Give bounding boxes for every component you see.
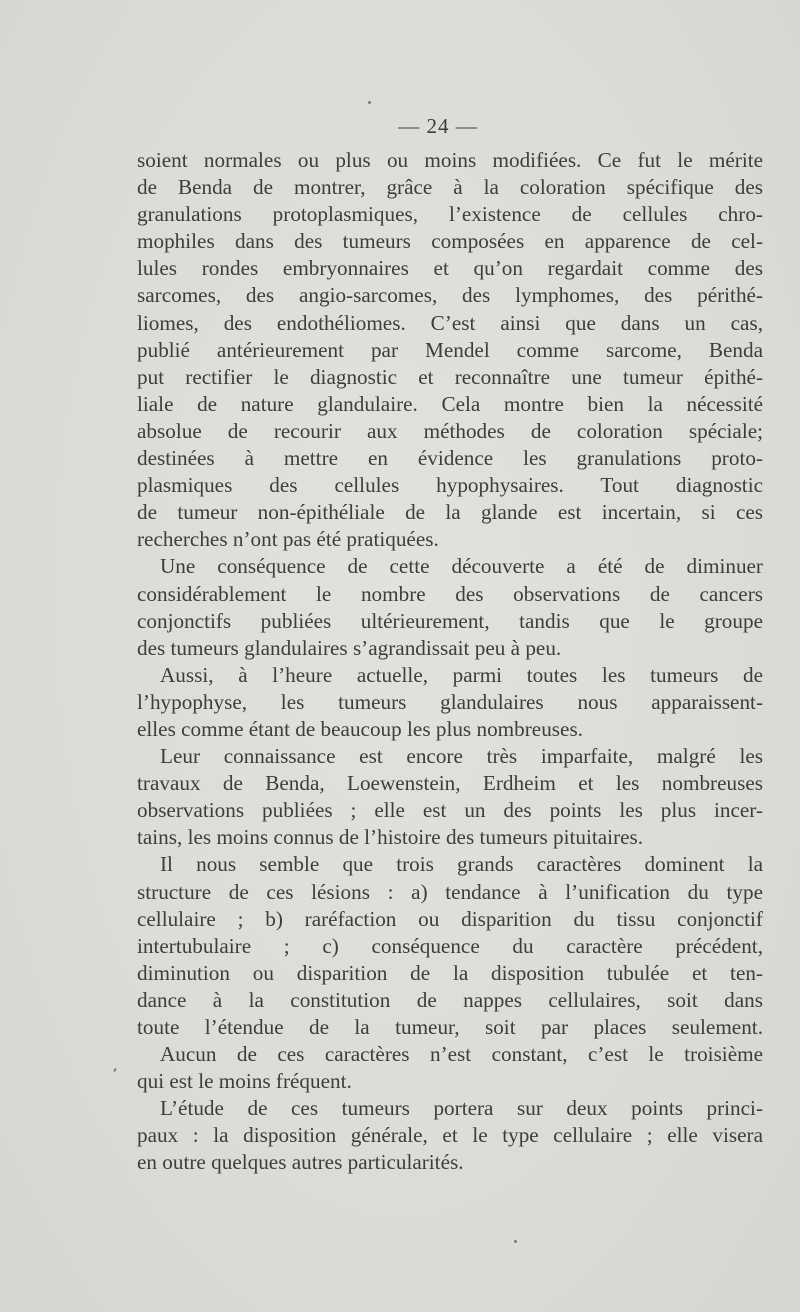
text-line: liomes, des endothéliomes. C’est ainsi que dans un cas,	[137, 310, 763, 335]
text-line: intertubulaire ; c) conséquence du caractère précédent,	[137, 933, 763, 958]
text-line: soient normales ou plus ou moins modifiées. Ce fut le mérite	[137, 148, 763, 172]
text-line: considérablement le nombre des observations de cancers	[137, 581, 763, 606]
text-line: Une conséquence de cette découverte a été de diminuer	[160, 554, 763, 579]
speck-mark	[113, 1068, 117, 1072]
text-line: publié antérieurement par Mendel comme sarcome, Benda	[137, 337, 763, 362]
text-line: granulations protoplasmiques, l’existence de cellules chro-	[137, 202, 763, 227]
text-line: toute l’étendue de la tumeur, soit par places seulement.	[137, 1015, 763, 1039]
page-number: — 24 —	[398, 114, 478, 138]
text-line: qui est le moins fréquent.	[137, 1069, 352, 1094]
text-line: Aucun de ces caractères n’est constant, c’est le troisième	[160, 1042, 763, 1067]
text-line: Il nous semble que trois grands caractères dominent la	[160, 852, 763, 877]
speck-mark	[514, 1240, 517, 1243]
text-line: l’hypophyse, les tumeurs glandulaires nous apparaissent-	[137, 689, 763, 714]
text-line: travaux de Benda, Loewenstein, Erdheim et les nombreuses	[137, 771, 763, 796]
text-line: recherches n’ont pas été pratiquées.	[137, 527, 439, 552]
text-line: en outre quelques autres particularités.	[137, 1150, 464, 1175]
speck-mark	[368, 101, 371, 104]
text-line: sarcomes, des angio-sarcomes, des lymphomes, des périthé-	[137, 283, 763, 308]
text-line: de Benda de montrer, grâce à la coloration spécifique des	[137, 175, 763, 200]
text-line: dance à la constitution de nappes cellulaires, soit dans	[137, 987, 763, 1012]
text-line: plasmiques des cellules hypophysaires. Tout diagnostic	[137, 473, 763, 498]
text-line: mophiles dans des tumeurs composées en apparence de cel-	[137, 229, 763, 254]
text-line: put rectifier le diagnostic et reconnaître une tumeur épithé-	[137, 364, 763, 389]
text-line: absolue de recourir aux méthodes de coloration spéciale;	[137, 418, 763, 443]
text-line: cellulaire ; b) raréfaction ou disparition du tissu conjonctif	[137, 906, 763, 931]
text-line: liale de nature glandulaire. Cela montre bien la nécessité	[137, 391, 763, 416]
text-line: paux : la disposition générale, et le type cellulaire ; elle visera	[137, 1123, 763, 1148]
text-line: Aussi, à l’heure actuelle, parmi toutes les tumeurs de	[160, 662, 763, 687]
text-line: diminution ou disparition de la disposition tubulée et ten-	[137, 960, 763, 985]
body-text	[137, 147, 763, 1177]
text-line: L’étude de ces tumeurs portera sur deux points princi-	[160, 1096, 763, 1121]
text-line: observations publiées ; elle est un des points les plus incer-	[137, 798, 763, 823]
text-line: destinées à mettre en évidence les granulations proto-	[137, 446, 763, 471]
text-line: Leur connaissance est encore très imparfaite, malgré les	[160, 744, 763, 769]
text-line: lules rondes embryonnaires et qu’on regardait comme des	[137, 256, 763, 281]
text-line: structure de ces lésions : a) tendance à l’unification du type	[137, 879, 763, 904]
text-line: elles comme étant de beaucoup les plus nombreuses.	[137, 716, 583, 741]
text-line: tains, les moins connus de l’histoire des tumeurs pituitaires.	[137, 825, 644, 850]
text-line: de tumeur non-épithéliale de la glande est incertain, si ces	[137, 500, 763, 525]
text-line: des tumeurs glandulaires s’agrandissait peu à peu.	[137, 635, 562, 660]
text-line: conjonctifs publiées ultérieurement, tandis que le groupe	[137, 608, 763, 633]
